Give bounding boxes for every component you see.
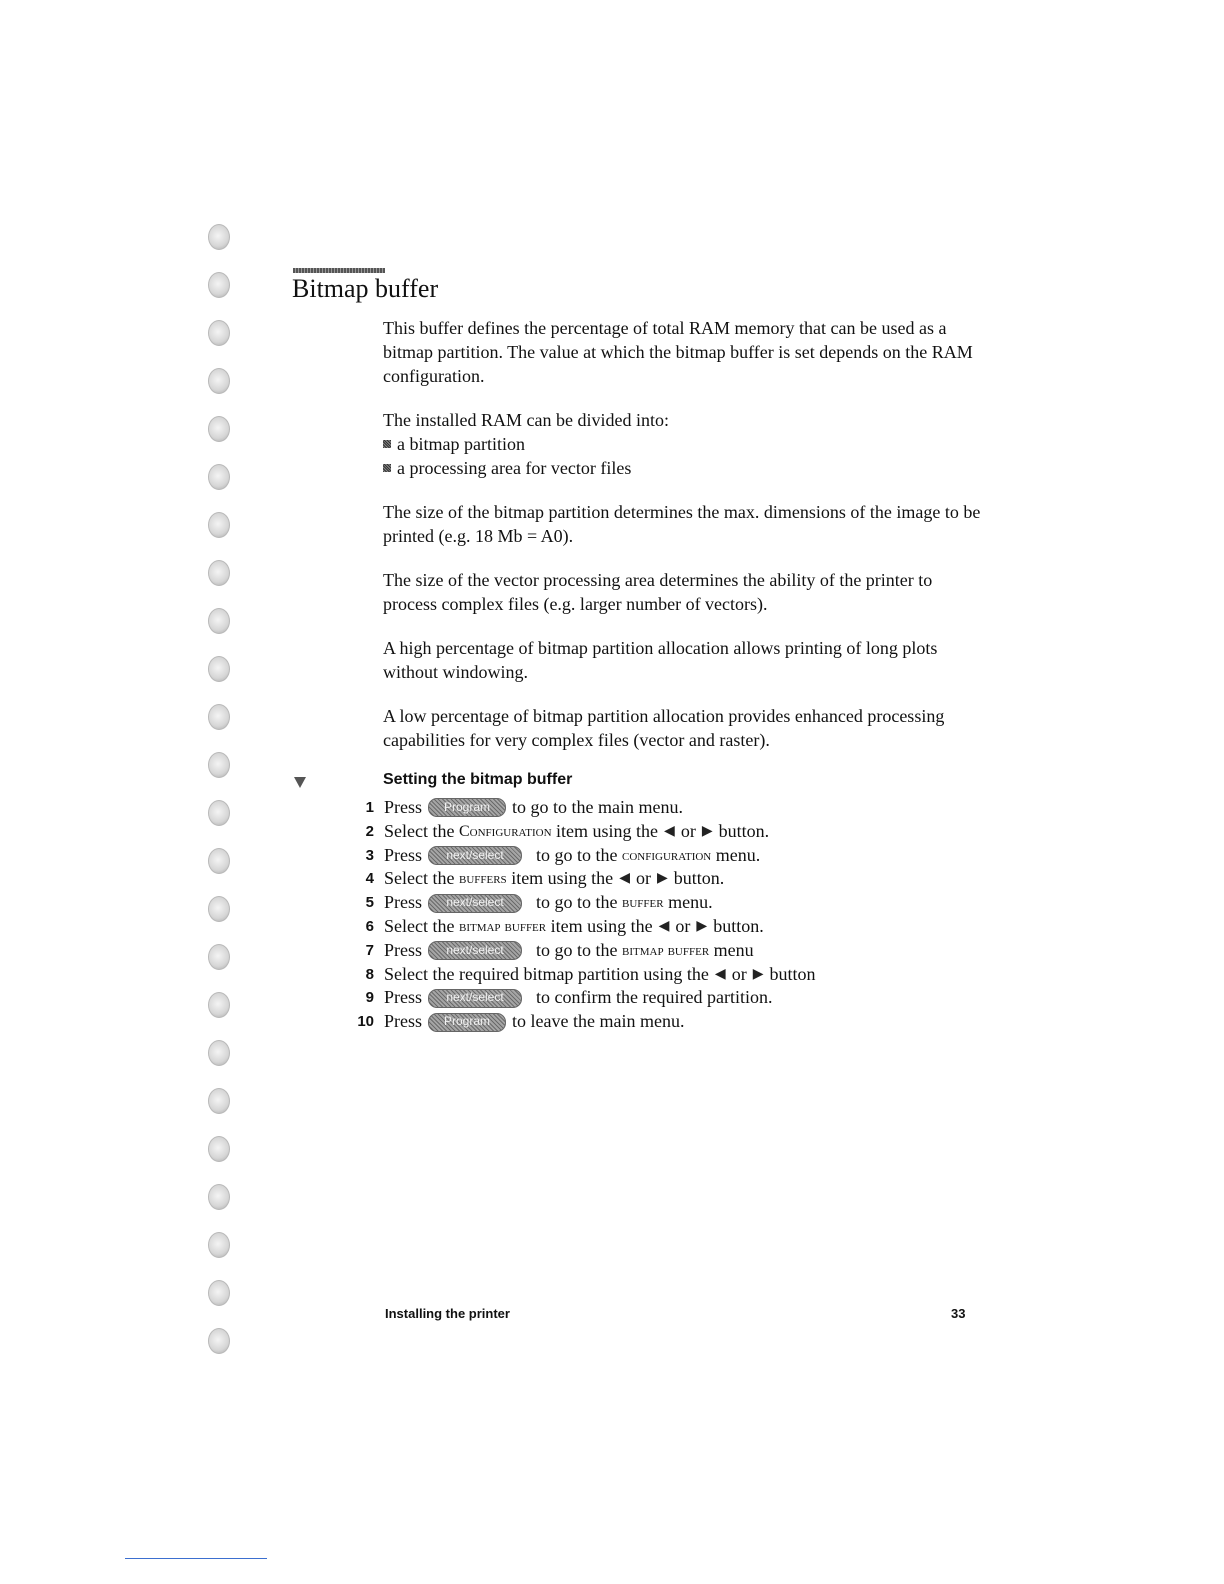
paragraph: This buffer defines the percentage of total RAM memory that can be used as a bitmap partition. The value at which the bitmap buffer is set depends on the RAM configuration. (383, 318, 973, 386)
left-arrow-icon: ◀ (619, 871, 630, 887)
step-word: Press (384, 987, 423, 1008)
left-arrow-icon: ◀ (714, 966, 726, 982)
step-word: or (680, 820, 696, 841)
step-word: or (675, 915, 691, 936)
binding-hole-icon (208, 704, 230, 730)
bullet-list (383, 432, 983, 480)
binding-holes (0, 0, 260, 1584)
step-number: 8 (365, 965, 374, 983)
step-number: 9 (365, 989, 374, 1007)
right-arrow-icon: ▶ (701, 823, 713, 839)
step-text: to go to the (536, 844, 618, 865)
step-text: button. (713, 915, 764, 936)
step-number: 5 (365, 894, 374, 912)
step-text: menu. (715, 844, 761, 865)
triangle-down-icon (294, 777, 306, 788)
right-arrow-icon: ▶ (656, 871, 668, 887)
step-word: Press (384, 939, 423, 960)
step-number: 10 (357, 1013, 374, 1031)
step-word: Press (384, 844, 423, 865)
step-number: 3 (365, 846, 374, 864)
binding-hole-icon (208, 1184, 230, 1210)
paragraph: The size of the vector processing area determines the ability of the printer to process complex files (e.g. larger number of vectors). (383, 570, 933, 614)
next-select-key: next/select (428, 941, 522, 960)
bullet-square-icon (383, 464, 391, 472)
menu-item-name: bitmap buffer (458, 917, 547, 935)
step-word: Press (384, 797, 423, 817)
binding-hole-icon (208, 416, 230, 442)
menu-item-name: bitmap buffer (622, 941, 710, 959)
step-row (340, 891, 980, 915)
binding-hole-icon (208, 368, 230, 394)
binding-hole-icon (208, 1232, 230, 1258)
menu-item-name: configuration (622, 846, 712, 864)
step-row (340, 820, 980, 844)
step-row (340, 844, 980, 868)
bullet-item (383, 456, 983, 480)
binding-hole-icon (208, 1328, 230, 1354)
right-arrow-icon: ▶ (752, 966, 764, 982)
binding-hole-icon (208, 800, 230, 826)
binding-hole-icon (208, 560, 230, 586)
step-row (340, 986, 980, 1010)
step-row (340, 939, 980, 963)
step-text: Select the required bitmap partition using the (384, 963, 709, 984)
page-number: 33 (951, 1306, 966, 1321)
step-row (340, 915, 980, 939)
program-key: Program (428, 798, 506, 817)
binding-hole-icon (208, 272, 230, 298)
step-text: button (769, 963, 816, 984)
binding-hole-icon (208, 752, 230, 778)
menu-item-name: Configuration (458, 822, 552, 840)
binding-hole-icon (208, 896, 230, 922)
step-number: 6 (365, 917, 374, 935)
bullet-item (383, 432, 983, 456)
step-row (340, 1010, 980, 1034)
step-number: 1 (365, 799, 374, 816)
step-word: Press (384, 892, 423, 913)
bullet-text: a bitmap partition (397, 434, 525, 454)
binding-hole-icon (208, 1280, 230, 1306)
next-select-key: next/select (428, 989, 522, 1008)
program-key: Program (428, 1013, 506, 1032)
step-text: to go to the (536, 939, 618, 960)
step-text: menu (713, 939, 754, 960)
step-word: or (635, 868, 651, 889)
section-heading: Setting the bitmap buffer (383, 771, 573, 788)
step-text: to go to the (536, 892, 618, 913)
binding-hole-icon (208, 1040, 230, 1066)
step-row (340, 796, 980, 820)
binding-hole-icon (208, 1136, 230, 1162)
step-text: button. (718, 820, 770, 841)
step-text: to confirm the required partition. (536, 987, 773, 1008)
title-rule (293, 268, 385, 273)
step-text: item using the (550, 915, 653, 936)
body-text (383, 316, 983, 772)
step-number: 4 (365, 870, 374, 888)
step-word: Press (384, 1011, 423, 1032)
left-arrow-icon: ◀ (658, 918, 670, 934)
step-text: to go to the main menu. (512, 797, 683, 817)
step-text: Select the (384, 820, 455, 841)
footer-section-title: Installing the printer (385, 1306, 510, 1321)
bullet-square-icon (383, 440, 391, 448)
menu-item-name: buffers (458, 870, 507, 888)
step-row (340, 963, 980, 987)
step-text: item using the (556, 820, 659, 841)
paragraph: The installed RAM can be divided into: (383, 410, 669, 430)
bottom-rule (125, 1558, 267, 1559)
step-text: item using the (511, 868, 614, 889)
step-text: to leave the main menu. (512, 1011, 685, 1032)
binding-hole-icon (208, 608, 230, 634)
step-text: Select the (384, 915, 455, 936)
binding-hole-icon (208, 848, 230, 874)
binding-hole-icon (208, 320, 230, 346)
step-list (340, 796, 980, 1034)
paragraph: A low percentage of bitmap partition allocation provides enhanced processing capabilities for very complex files (vector and raster). (383, 706, 945, 750)
next-select-key: next/select (428, 894, 522, 913)
step-text: Select the (384, 868, 455, 889)
step-number: 2 (365, 822, 374, 840)
step-text: menu. (668, 892, 713, 913)
binding-hole-icon (208, 944, 230, 970)
binding-hole-icon (208, 992, 230, 1018)
step-number: 7 (365, 941, 374, 959)
paragraph: A high percentage of bitmap partition allocation allows printing of long plots without windowing. (383, 638, 938, 682)
paragraph: The size of the bitmap partition determines the max. dimensions of the image to be printed (e.g. 18 Mb = A0). (383, 502, 981, 546)
step-text: button. (673, 868, 725, 889)
binding-hole-icon (208, 656, 230, 682)
binding-hole-icon (208, 512, 230, 538)
step-row (340, 867, 980, 891)
right-arrow-icon: ▶ (696, 918, 708, 934)
binding-hole-icon (208, 1088, 230, 1114)
next-select-key: next/select (428, 846, 522, 865)
bullet-text: a processing area for vector files (397, 458, 632, 478)
menu-item-name: buffer (622, 894, 664, 912)
binding-hole-icon (208, 224, 230, 250)
left-arrow-icon: ◀ (664, 823, 675, 839)
page-title: Bitmap buffer (292, 274, 439, 303)
binding-hole-icon (208, 464, 230, 490)
step-word: or (731, 963, 747, 984)
